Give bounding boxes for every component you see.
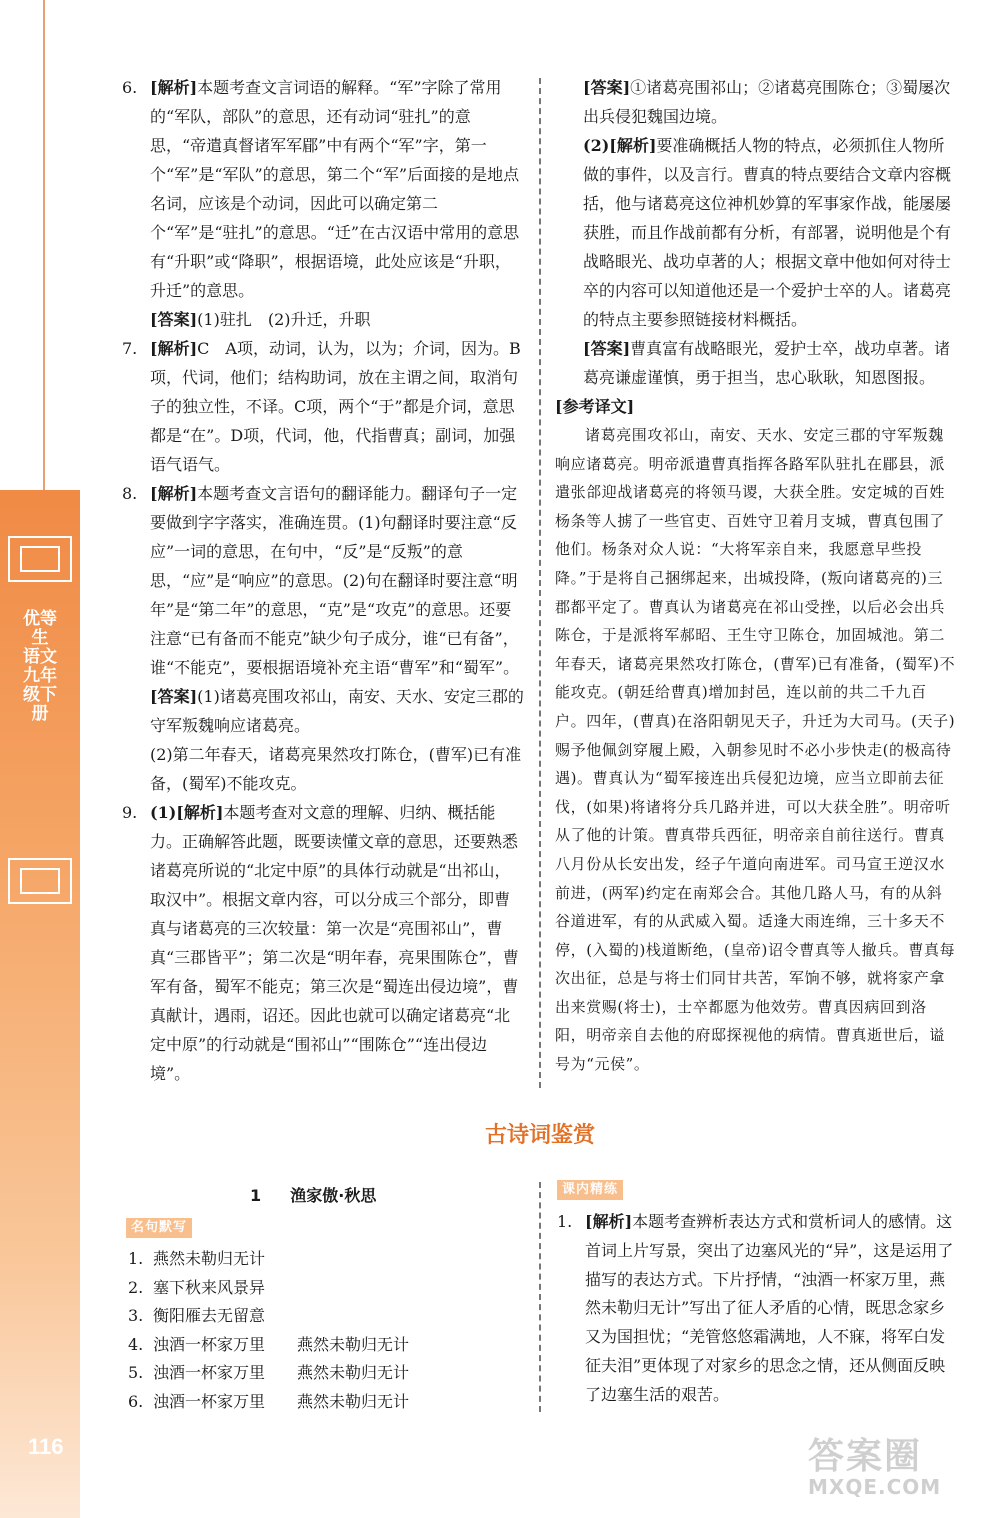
analysis-tag: (2)[解析] (583, 136, 657, 155)
item-text: 衡阳雁去无留意 (153, 1306, 266, 1325)
analysis-text: 本题考查辨析表达方式和赏析词人的感情。这首词上片写景，突出了边塞风光的“异”，这是运用了描写的表达方式。下片抒情，“浊酒一杯家万里，燕然未勒归无计”写出了征人矛盾的心情，既思念家乡又为国担忧；“羌管悠悠霜满地，人不寐，将军白发征夫泪”更体现了对家乡的思念之情，还从侧面反映了边塞生活的艰苦。 (585, 1212, 954, 1404)
site-watermark (808, 1428, 973, 1499)
item-text: 塞下秋来风景异 (153, 1277, 266, 1297)
fret-ornament-top (8, 536, 72, 582)
reference-translation: 诸葛亮围攻祁山，南安、天水、安定三郡的守军叛魏响应诸葛亮。明帝派遣曹真指挥各路军队驻扎在郿县，派遣张郃迎战诸葛亮的将领马谡，大获全胜。安定城的百姓杨条等人掳了一些官吏、百姓守卫着月支城，曹真包围了他们。杨条对众人说：“大将军亲自来，我愿意早些投降。”于是将自己捆绑起来，出城投降，(叛向诸葛亮的)三郡都平定了。曹真认为诸葛亮在祁山受挫，以后必会出兵陈仓，于是派将军郝昭、王生守卫陈仓，加固城池。第二年春天，诸葛亮果然攻打陈仓，(曹军)已有准备，(蜀军)不能攻克。(朝廷给曹真)增加封邑，连以前的共二千九百户。四年，(曹真)在洛阳朝见天子，升迁为大司马。(天子)赐予他佩剑穿履上殿，入朝参见时不必小步快走(的极高待遇)。曹真认为“蜀军接连出兵侵犯边境，应当立即前去征伐，(如果)将诸将分兵几路并进，可以大获全胜”。明帝听从了他的计策。曹真带兵西征，明帝亲自前往送行。曹真八月份从长安出发，经子午道向南进军。司马宣王逆汉水前进，(两军)约定在南郑会合。其他几路人马，有的从斜谷道进军，有的从武威入蜀。适逢大雨连绵，三十多天不停，(入蜀的)栈道断绝，(皇帝)诏令曹真等人撤兵。曹真每次出征，总是与将士们同甘共苦，军饷不够，就将家产拿出来赏赐(将士)，士卒都愿为他效劳。曹真因病回到洛阳，明帝亲自去他的府邸探视他的病情。曹真逝世后，谥号为“元侯”。 (555, 426, 956, 1074)
analysis-text: 本题考查对文意的理解、归纳、概括能力。正确解答此题，既要读懂文章的意思，还要熟悉诸葛亮所说的“北定中原”的具体行动就是“出祁山，取汉中”。根据文章内容，可以分成三个部分，即曹真与诸葛亮的三次较量：第一次是“亮围祁山”，曹真“三郡皆平”；第二次是“明年春，亮果围陈仓”，曹军有备，蜀军不能克；第三次是“蜀连出侵边境”，曹真献计，遇雨，诏还。因此也就可以确定诸葛亮“北定中原”的行动就是“围祁山”“围陈仓”“连出侵边境”。 (150, 803, 519, 1083)
answer-text: 曹真富有战略眼光，爱护士卒，战功卓著。诸葛亮谦虚谨慎，勇于担当，忠心耿耿，知恩图报。 (583, 339, 951, 387)
book-title: 优等生 语文 九年级下册 (23, 609, 57, 724)
item-text: 浊酒一杯家万里 燕然未勒归无计 (153, 1334, 410, 1354)
analysis-paragraph (150, 798, 524, 1088)
sidebar-rule (43, 0, 45, 490)
right-column (555, 73, 957, 1079)
question-6 (122, 73, 524, 334)
poem-number: 1 (250, 1186, 262, 1205)
analysis-tag: [解析] (150, 484, 198, 503)
list-item (128, 1359, 409, 1388)
analysis-text: C A项，动词，认为，以为；介词，因为。B项，代词，他们；结构助词，放在主谓之间，取消句子的独立性，不译。C项，两个“于”都是介词，意思都是“在”。D项，代词，他，代指曹真；副词，加强语气语气。 (150, 339, 521, 474)
analysis-paragraph (585, 1208, 957, 1410)
poem-title (250, 1183, 376, 1206)
question-number: 9. (122, 803, 138, 822)
analysis-text: 要准确概括人物的特点，必须抓住人物所做的事件，以及言行。曹真的特点要结合文章内容概括，他与诸葛亮这位神机妙算的军事家作战，能屡屡获胜，而且作战前都有分析，有部署，说明他是个有战略眼光、战功卓著的人；根据文章中他如何对待士卒的内容可以知道他还是一个爱护士卒的人。诸葛亮的特点主要参照链接材料概括。 (583, 136, 952, 329)
answer-text: (2)第二年春天，诸葛亮果然攻打陈仓，(曹军)已有准备，(蜀军)不能攻克。 (150, 745, 522, 793)
item-text: 浊酒一杯家万里 燕然未勒归无计 (153, 1391, 410, 1411)
analysis-paragraph (555, 131, 957, 334)
question-number: 8. (122, 484, 138, 503)
analysis-tag: [解析] (150, 339, 198, 358)
list-item (128, 1245, 409, 1274)
list-item (128, 1388, 409, 1417)
badge-practice: 课内精练 (557, 1180, 623, 1200)
analysis-paragraph (150, 479, 524, 682)
watermark-logo-text: 答案圈 (808, 1436, 923, 1477)
badge-recitation: 名句默写 (126, 1218, 192, 1238)
analysis-paragraph (150, 73, 524, 305)
answer-paragraph (150, 682, 524, 740)
item-text: 浊酒一杯家万里 燕然未勒归无计 (153, 1363, 410, 1382)
answer-tag: [答案] (583, 78, 631, 97)
answer-tag: [答案] (150, 687, 198, 706)
section-title: 古诗词鉴赏 (484, 1123, 595, 1148)
analysis-tag: [解析] (150, 78, 198, 97)
left-column (122, 73, 524, 1088)
answer-paragraph (150, 305, 524, 334)
watermark-url: MXQE.COM (808, 1475, 942, 1499)
question-1 (557, 1208, 957, 1410)
answer-text: (1)诸葛亮围攻祁山，南安、天水、安定三郡的守军叛魏响应诸葛亮。 (150, 687, 524, 735)
analysis-text: 本题考查文言语句的翻译能力。翻译句子一定要做到字字落实，准确连贯。(1)句翻译时要注意“反应”一词的意思，在句中，“反”是“反叛”的意思，“应”是“响应”的意思。(2)句在翻译时要注意“明年”是“第二年”的意思，“克”是“攻克”的意思。还要注意“已有备而不能克”缺少句子成分，谁“已有备”，谁“不能克”，要根据语境补充主语“曹军”和“蜀军”。 (150, 484, 520, 677)
page-number: 116 (28, 1434, 64, 1459)
reference-translation-label (555, 392, 957, 421)
column-divider (539, 78, 541, 1088)
question-number: 6. (122, 78, 138, 97)
answer-text: (1)驻扎 (2)升迁，升职 (197, 310, 371, 329)
poem-analysis (557, 1208, 957, 1410)
item-number: 6. (128, 1391, 144, 1411)
answer-text: ①诸葛亮围祁山；②诸葛亮围陈仓；③蜀屡次出兵侵犯魏国边境。 (583, 78, 951, 126)
list-item (128, 1274, 409, 1303)
poem-name: 渔家傲·秋思 (290, 1186, 377, 1205)
question-9 (122, 798, 524, 1088)
item-number: 1. (128, 1249, 144, 1268)
item-number: 4. (128, 1334, 144, 1354)
answer-paragraph (555, 334, 957, 392)
column-divider-lower (539, 1182, 541, 1412)
sidebar (0, 0, 80, 1518)
question-number: 1. (557, 1212, 573, 1231)
answer-paragraph (555, 73, 957, 131)
analysis-tag: (1)[解析] (150, 803, 224, 822)
answer-paragraph-2 (150, 740, 524, 798)
question-8 (122, 479, 524, 798)
item-number: 2. (128, 1277, 144, 1297)
item-text: 燕然未勒归无计 (153, 1249, 266, 1268)
fret-ornament-bottom (8, 858, 72, 904)
reference-tag: [参考译文] (555, 397, 635, 416)
list-item (128, 1302, 409, 1331)
recitation-list (128, 1245, 409, 1416)
list-item (128, 1331, 409, 1360)
answer-tag: [答案] (583, 339, 631, 358)
item-number: 5. (128, 1363, 144, 1382)
item-number: 3. (128, 1306, 144, 1325)
question-7 (122, 334, 524, 479)
analysis-text: 本题考查文言词语的解释。“军”字除了常用的“军队，部队”的意思，还有动词“驻扎”的意思，“帝遣真督诸军军郿”中有两个“军”字，第一个“军”是“军队”的意思，第二个“军”后面接的是地点名词，应该是个动词，因此可以确定第二个“军”是“驻扎”的意思。“迁”在古汉语中常用的意思有“升职”或“降职”，根据语境，此处应该是“升职，升迁”的意思。 (150, 78, 520, 300)
analysis-tag: [解析] (585, 1212, 633, 1231)
analysis-paragraph (150, 334, 524, 479)
answer-tag: [答案] (150, 310, 198, 329)
question-number: 7. (122, 339, 138, 358)
